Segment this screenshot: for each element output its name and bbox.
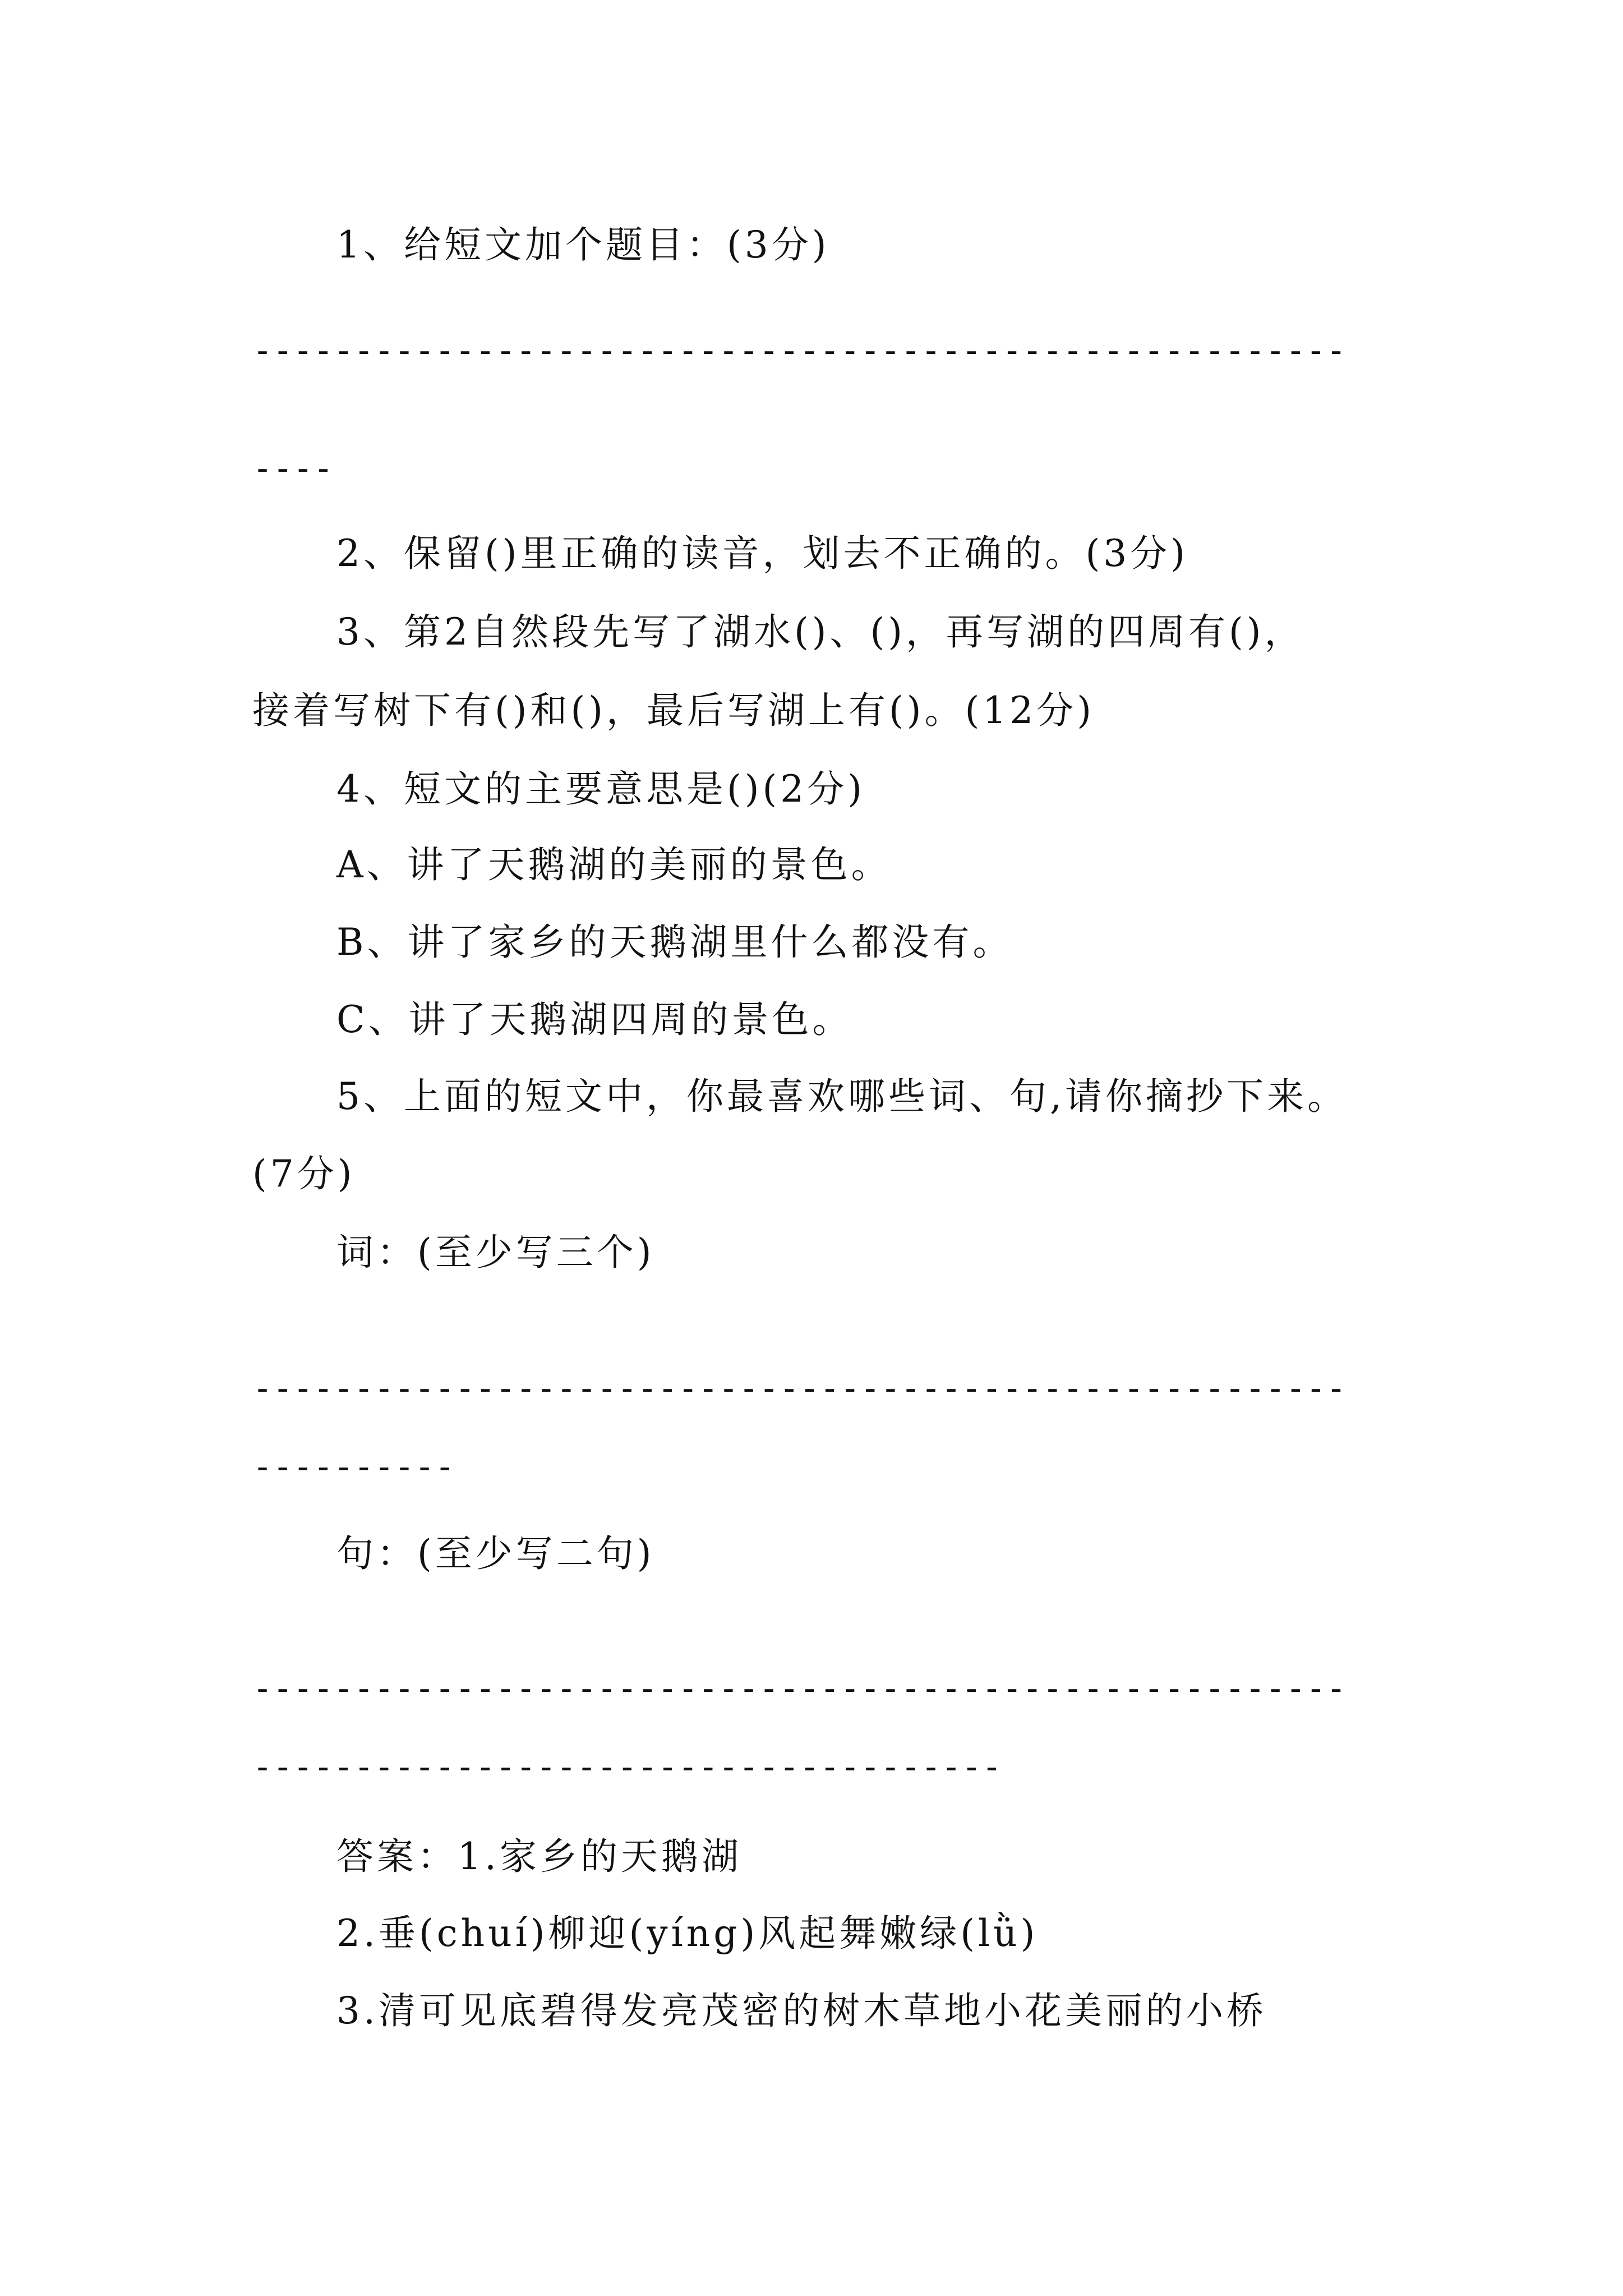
answer-blank-line: ---- <box>252 449 334 488</box>
question-1: 1、给短文加个题目：(3分) <box>336 223 830 266</box>
answer-1: 答案：1.家乡的天鹅湖 <box>336 1835 742 1878</box>
answer-blank-line: ------------------------------------------------------ <box>252 331 1347 370</box>
sentences-label: 句：(至少写二句) <box>336 1532 655 1575</box>
answer-blank-line: ------------------------------------- <box>252 1747 1002 1787</box>
question-4-option-b: B、讲了家乡的天鹅湖里什么都没有。 <box>336 921 1013 964</box>
words-label: 词：(至少写三个) <box>336 1231 655 1274</box>
question-5-line-1: 5、上面的短文中，你最喜欢哪些词、句,请你摘抄下来。 <box>336 1075 1348 1118</box>
answer-2: 2.垂(chuí)柳迎(yíng)风起舞嫩绿(lǜ) <box>336 1912 1039 1955</box>
question-4: 4、短文的主要意思是()(2分) <box>336 767 865 811</box>
answer-blank-line: ------------------------------------------------------ <box>252 1669 1347 1708</box>
question-4-option-a: A、讲了天鹅湖的美丽的景色。 <box>336 843 892 886</box>
question-3-line-2: 接着写树下有()和()，最后写湖上有()。(12分) <box>252 689 1095 732</box>
answer-3: 3.清可见底碧得发亮茂密的树木草地小花美丽的小桥 <box>336 1989 1267 2032</box>
question-4-option-c: C、讲了天鹅湖四周的景色。 <box>336 998 853 1041</box>
answer-blank-line: ------------------------------------------------------ <box>252 1369 1347 1408</box>
question-2: 2、保留()里正确的读音，划去不正确的。(3分) <box>336 532 1188 575</box>
question-5-line-2: (7分) <box>252 1152 356 1195</box>
answer-blank-line: ---------- <box>252 1447 455 1487</box>
question-3-line-1: 3、第2自然段先写了湖水()、()，再写湖的四周有()， <box>336 610 1305 654</box>
